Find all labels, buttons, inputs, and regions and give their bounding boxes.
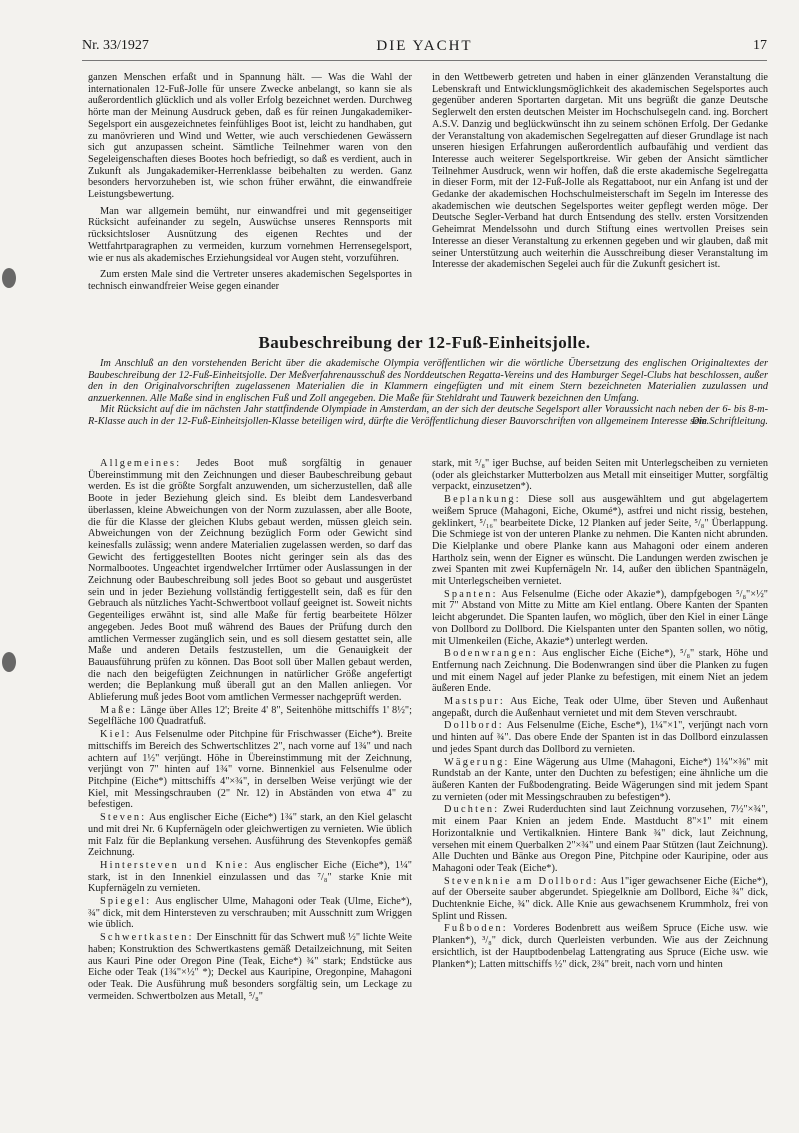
article-heading: Baubeschreibung der 12-Fuß-Einheitsjolle. <box>258 333 591 352</box>
specification-paragraph <box>432 923 768 970</box>
specification-paragraph <box>432 648 768 695</box>
magazine-title: DIE YACHT <box>376 38 473 54</box>
specification-text: Der Einschnitt für das Schwert muß ½" lichte Weite haben; Konstruktion des Schwertkastens gemäß Detailzeichnung, mit Seiten aus Kauri Pine oder Oregon Pine (Teak, Eiche*) ¾" stark; Endstücke aus Eiche oder Teak (1¾"×½" *); Deckel aus Kauripine, Oregonpine, Mahagoni oder Teak. Die Ausführung muß besonders sorgfältig sein, um Leckage zu vermeiden. Schwertbolzen aus Metall, ⁵/₈" <box>88 932 413 1002</box>
specification-term: Wägerung: <box>444 756 510 768</box>
specification-text: Diese soll aus ausgewähltem und gut abgelagertem weißem Spruce (Mahagoni, Eiche, Okumé*), astfrei und nicht rissig, bestehen, geklinkert, ⁵/₁₆" bearbeitete Dicke, 12 Planken auf jeder Seite, ⁵/₈" Überlappung. Die Schmiege ist von der unteren Planke zu nehmen. Die Kanten nicht abrunden. Die Kielplanke und obere Planke kann aus Mahagoni oder einem anderen Hartholz sein, wenn der Eigner es wünscht. Die Landungen werden zwischen je zwei Spanten mit zwei Kupfernägeln Nr. 14, außer den üblichen Spantnägeln, mit Unterlegscheiben vernietet. <box>432 494 768 588</box>
specification-paragraph <box>432 757 768 804</box>
specification-term: Spiegel: <box>100 896 152 908</box>
specification-term: Mastspur: <box>444 696 505 708</box>
specification-paragraph <box>432 589 768 648</box>
article-intro <box>88 358 768 427</box>
specification-text: Aus 1"iger gewachsener Eiche (Eiche*), auf der Oberseite sauber abgerundet. Spiegelknie am Dollbord, Eiche ¾" dick, Duchtenknie Eiche, ¾" dick. Alle Knie aus gewachsenem Krummholz, frei von Splint und Rissen. <box>432 875 768 922</box>
specification-term: Allgemeines: <box>100 458 182 469</box>
header-rule <box>82 60 767 61</box>
paragraph: ganzen Menschen erfaßt und in Spannung hält. — Was die Wahl der internationalen 12-Fuß-Jolle für unsere Zwecke anbelangt, so kann sie als außerordentlich glücklich und als voller Erfolg bezeichnet werden. Durchweg hörte man der Meinung Ausdruck geben, daß es für reinen Jungakademiker-Segelsport ein ausgezeichnetes feinfühliges Boot ist, leicht zu handhaben, gut zu manövrieren und Wind und Wetter, wie auch verschiedenen Gewässern sich gut anzupassen scheint. Sämtliche Teilnehmer waren von den Segeleigenschaften dieses Bootes hoch befriedigt, so daß es verdient, auch in Zukunft als Jungakademiker-Herrenklasse beibehalten zu werden. Ganz besonders hervorzuheben ist, wie schon früher erwähnt, die einwandfreie Leistungsbewertung. <box>88 72 412 201</box>
specification-paragraph <box>88 729 412 811</box>
specification-text: Zwei Ruderduchten sind laut Zeichnung vorzusehen, 7½"×¾", mit einem Paar Knien an jedem Ende. Mastducht 8"×1" mit einem Horizontalknie und Vertikalknien. Hintere Bank ¾" dick, laut Zeichnung, versehen mit einem Querbalken 2"×¾" und einem Paar Stützen (laut Zeichnung). Alle Duchten und Bänke aus Oregon Pine, Pitchpine oder Kauripine, oder aus Mahagoni oder Teak (Eiche*). <box>432 804 768 874</box>
specification-paragraph <box>432 458 768 493</box>
specification-paragraph <box>432 804 768 874</box>
specification-paragraph <box>88 860 412 895</box>
page-header <box>82 38 767 60</box>
specification-term: Bodenwrangen: <box>444 648 538 660</box>
specification-text: Aus Eiche, Teak oder Ulme, über Steven und Außenhaut angepaßt, durch die Außenhaut vernietet und mit dem Steven verschraubt. <box>432 696 768 719</box>
issue-number: Nr. 33/1927 <box>82 38 149 53</box>
specification-term: Duchten: <box>444 804 500 816</box>
paragraph: Man war allgemein bemüht, nur einwandfrei und mit gegenseitiger Rücksicht aufeinander zu segeln, Auswüchse unseres Rennsports mit rücksichtsloser Ausnützung des eigenen Rechtes und der Wettfahrtparagraphen zu vermeiden, kurzum vornehmen Herrensegelsport, wie er nus als akademisches Erziehungsideal vor Augen steht, vorzuführen. <box>88 205 412 264</box>
specification-term: Maße: <box>100 704 138 716</box>
report-column-right <box>432 72 768 276</box>
specification-paragraph <box>432 696 768 719</box>
specification-paragraph <box>88 932 412 1002</box>
specification-term: Dollbord: <box>444 720 504 732</box>
specification-term: Beplankung: <box>444 494 521 506</box>
paragraph: Zum ersten Male sind die Vertreter unseres akademischen Segelsportes in technisch einwandfreier Weise gegen einander <box>88 269 412 292</box>
report-column-left <box>88 72 412 298</box>
specification-text: Vorderes Bodenbrett aus weißem Spruce (Eiche usw. wie Planken*), ³/₈" dick, durch Querleisten verbunden. Wie aus der Zeichnung ersichtlich, ist der Hauptbodenbelag Lattengrating aus Spruce (Eiche usw. wie Planken*); Latten mittschiffs ½" dick, 2¾" breit, nach vorn und hinten <box>432 923 768 970</box>
specification-text: Aus Felsenulme oder Pitchpine für Frischwasser (Eiche*). Breite mittschiffs im Bereich des Schwertschlitzes 2", nach vorne auf 1¾" und nach achtern auf 1½" verjüngt. Höhe in Übereinstimmung mit der Zeichnung, verjüngt von 7" hinten auf 1¾" vorne. Binnenkiel aus Felsenulme oder Pitchpine (Eiche*) mittschiffs 4"×¾", in derselben Weise verjüngt wie der Kiel, mit Messingschrauben (2" Nr. 12) in Abständen von etwa 4" zu befestigen. <box>88 729 412 811</box>
specification-text: Aus Felsenulme (Eiche, Esche*), 1¼"×1", verjüngt nach vorn und hinten auf ¾". Das obere Ende der Spanten ist in das Dollbord einzulassen und jedes Spant durch das Dollbord zu vernieten. <box>432 720 768 755</box>
specification-paragraph <box>88 812 412 859</box>
intro-paragraph: Mit Rücksicht auf die im nächsten Jahr stattfindende Olympiade in Amsterdam, an der sich der deutsche Segelsport aller Voraussicht nach neben der 6- bis 8-m-R-Klasse auch in der 12-Fuß-Einheitsjollen-Klasse beteiligen wird, dürfte die Veröffentlichung dieser Bauvorschriften von allgemeinem Interesse sein. <box>88 404 768 427</box>
editor-signature: Die Schriftleitung. <box>691 415 768 427</box>
specification-paragraph <box>432 720 768 755</box>
specification-term: Kiel: <box>100 729 132 741</box>
specification-paragraph <box>432 876 768 923</box>
specification-text: Aus englischer Eiche (Eiche*), 1¼" stark, ist in den Innenkiel einzulassen und das ⁷/₈" starke Knie mit Kupfernägeln zu vernieten. <box>88 859 412 895</box>
specification-text: Aus englischer Eiche (Eiche*), ⁵/₈" stark, Höhe und Entfernung nach Zeichnung. Die Bodenwrangen sind über die Planken zu fugen und mit einem Nagel auf jeder Planke zu befestigen, mit einem Niet an jedem äußeren Ende. <box>432 648 769 695</box>
specification-text: Länge über Alles 12'; Breite 4' 8", Seitenhöhe mittschiffs 1' 8½"; Segelfläche 100 Quadratfuß. <box>88 704 412 728</box>
specification-column-left <box>88 458 412 1003</box>
specification-paragraph <box>88 458 412 704</box>
specification-paragraph <box>88 896 412 931</box>
punch-hole-mark <box>2 652 16 672</box>
specification-text: Eine Wägerung aus Ulme (Mahagoni, Eiche*) 1¼"×⅜" mit Rundstab an der Kante, unter den Duchten zu befestigen; eine ähnliche um die äußeren Kanten der Fußbodengrating. Beide Wägerungen sind mit jedem Spant zu vernieten (oder mit Messingschrauben zu befestigen*). <box>432 756 768 803</box>
specification-text: Aus englischer Ulme, Mahagoni oder Teak (Ulme, Eiche*), ¾" dick, mit dem Hintersteven zu verschrauben; mit Ausschnitt zum Wriggen wie üblich. <box>88 896 412 931</box>
specification-text: stark, mit ⁵/₈" iger Buchse, auf beiden Seiten mit Unterlegscheiben zu vernieten (oder als gleichstarker Mutterbolzen aus Metall mit einseitiger Mutter, sorgfältig verpackt, einzusetzen*). <box>432 458 768 493</box>
specification-term: Spanten: <box>444 588 498 600</box>
specification-column-right <box>432 458 768 971</box>
specification-term: Schwertkasten: <box>100 932 194 944</box>
specification-term: Hintersteven und Knie: <box>100 859 250 871</box>
specification-term: Steven: <box>100 812 147 824</box>
specification-paragraph <box>432 494 768 588</box>
page-number: 17 <box>753 38 767 53</box>
specification-text: Jedes Boot muß sorgfältig in genauer Übereinstimmung mit den Zeichnungen und dieser Baubeschreibung gebaut werden. Es ist die größte Sorgfalt anzuwenden, um sicherzustellen, daß alle Boote in jeder Beziehung gleich sind. Es bleibt dem Landesverband überlassen, kleine Abweichungen von der Norm zuzulassen, aber alle Boote, die für die Klasse der gleichen Klubs gebaut werden, müssen gleich sein. Abweichungen von der Zeichnung bezüglich Form oder Gewicht sind keinesfalls zulässig; wenn andere Materialien zugelassen werden, so darf das Gewicht des fertiggestellten Bootes nicht geringer sein als das des Normalbootes. Ungeachtet irgendwelcher Irrtümer oder Auslassungen in der Zeichnung oder Baubeschreibung soll jedes Boot so gebaut und ausgerüstet sein und in jeder Beziehung vollständig fertiggestellt sein, daß es für den Gebrauch als nützliches Yacht-Schwertboot vollauf geeignet ist. Soweit nichts Gegenteiliges erwähnt ist, sind alle Maße für fertig bearbeitete Hölzer angegeben. Jedes Boot muß während des Baues der Prüfung durch den amtlichen Vermesser zugänglich sein, und es soll diesem gestattet sein, alle Maße und anderen Details festzustellen, um die Genauigkeit der Bauausführung prüfen zu können. Das Boot soll über Mallen gebaut werden, die nach den beigefügten Zeichnungen in natürlicher Größe angefertigt werden; die Beplankung muß überall gut an den Mallen anliegen. Vor Ablieferung muß jedes Boot vom amtlichen Vermesser nachgeprüft werden. <box>88 458 412 704</box>
intro-paragraph: Im Anschluß an den vorstehenden Bericht über die akademische Olympia veröffentlichen wir die wörtliche Übersetzung des englischen Originaltextes der Baubeschreibung der 12-Fuß-Einheitsjolle. Der Meßverfahrenausschuß des Norddeutschen Regatta-Vereins und des Hamburger Segel-Clubs hat beschlossen, außer den in den Originalvorschriften zugelassenen Materialien die in Klammern eingefügten und mit einem Stern bezeichneten Materialien zuzulassen und anzuerkennen. Alle Maße sind in englischen Fuß und Zoll angegeben. Die Maße für Stehldraht und Tauwerk bezeichnen den Umfang. <box>88 358 768 404</box>
punch-hole-mark <box>2 268 16 288</box>
specification-text: Aus englischer Eiche (Eiche*) 1¾" stark, an den Kiel gelascht und mit drei Nr. 6 Kupfernägeln oder gleichwertigen zu vernieten. Wie üblich mit Falz für die Beplankung versehen. Ausführung des Stevenkopfes gemäß Zeichnung. <box>88 812 412 859</box>
specification-term: Fußboden: <box>444 923 508 935</box>
specification-text: Aus Felsenulme (Eiche oder Akazie*), dampfgebogen ⁵/₈"×½" mit 7" Abstand von Mitte zu Mitte am Kiel entlang. Obere Kanten der Spanten leicht abgerundet. Die Spanten laufen, wo möglich, über den Kiel in einer Länge von Dollbord zu Dollbord. Die Kielspanten unter den Spanten sollen, wo nötig, mit Ulmenkeilen (Eiche, Akazie*) unterlegt werden. <box>432 588 768 647</box>
specification-term: Stevenknie am Dollbord: <box>444 875 599 887</box>
paragraph: in den Wettbewerb getreten und haben in einer glänzenden Veranstaltung die Lebenskraft und Entwicklungsmöglichkeit des akademischen Segelsportes auch gegenüber anderen Sportarten dargetan. Mit uns begrüßt die ganze Deutsche Seglerwelt den ersten deutschen Meister im Hochschulsegeln cand. ing. Borchert A.S.V. Danzig und beglückwünscht ihn zu seinem schönen Erfolg. Der Gedanke der Veranstaltung von akademischen Segelregatten auf dieser Grundlage ist nach unseren hiesigen Erfahrungen außerordentlich aufbaufähig und verdient das Interesse auch weiterer Segelsportkreise. Wir geben der Ansicht sämtlicher Teilnehmer Ausdruck, wenn wir hoffen, daß die erste akademische Segelregatta in dieser Form, mit der 12-Fuß-Jolle als Regattaboot, nur ein Anfang ist und der Gedanke der akademischen Hochschulmeisterschaft im Segeln im Interesse des akademischen wie deutschen Segelsportes weiter gepflegt werden möge. Der Deutsche Segler-Verband hat durch Entsendung des stellv. ersten Vorsitzenden Geheimrat Mendelssohn und durch Stiftung eines wertvollen Preises sein Interesse an dieser Veranstaltung zu erkennen gegeben und wir glauben, daß mit seiner Unterstützung auch weiterhin die Ausschreibung dieser Veranstaltung im Interesse der akademischen Segelei auch für die Zukunft gesichert ist. <box>432 72 768 271</box>
specification-paragraph <box>88 705 412 728</box>
